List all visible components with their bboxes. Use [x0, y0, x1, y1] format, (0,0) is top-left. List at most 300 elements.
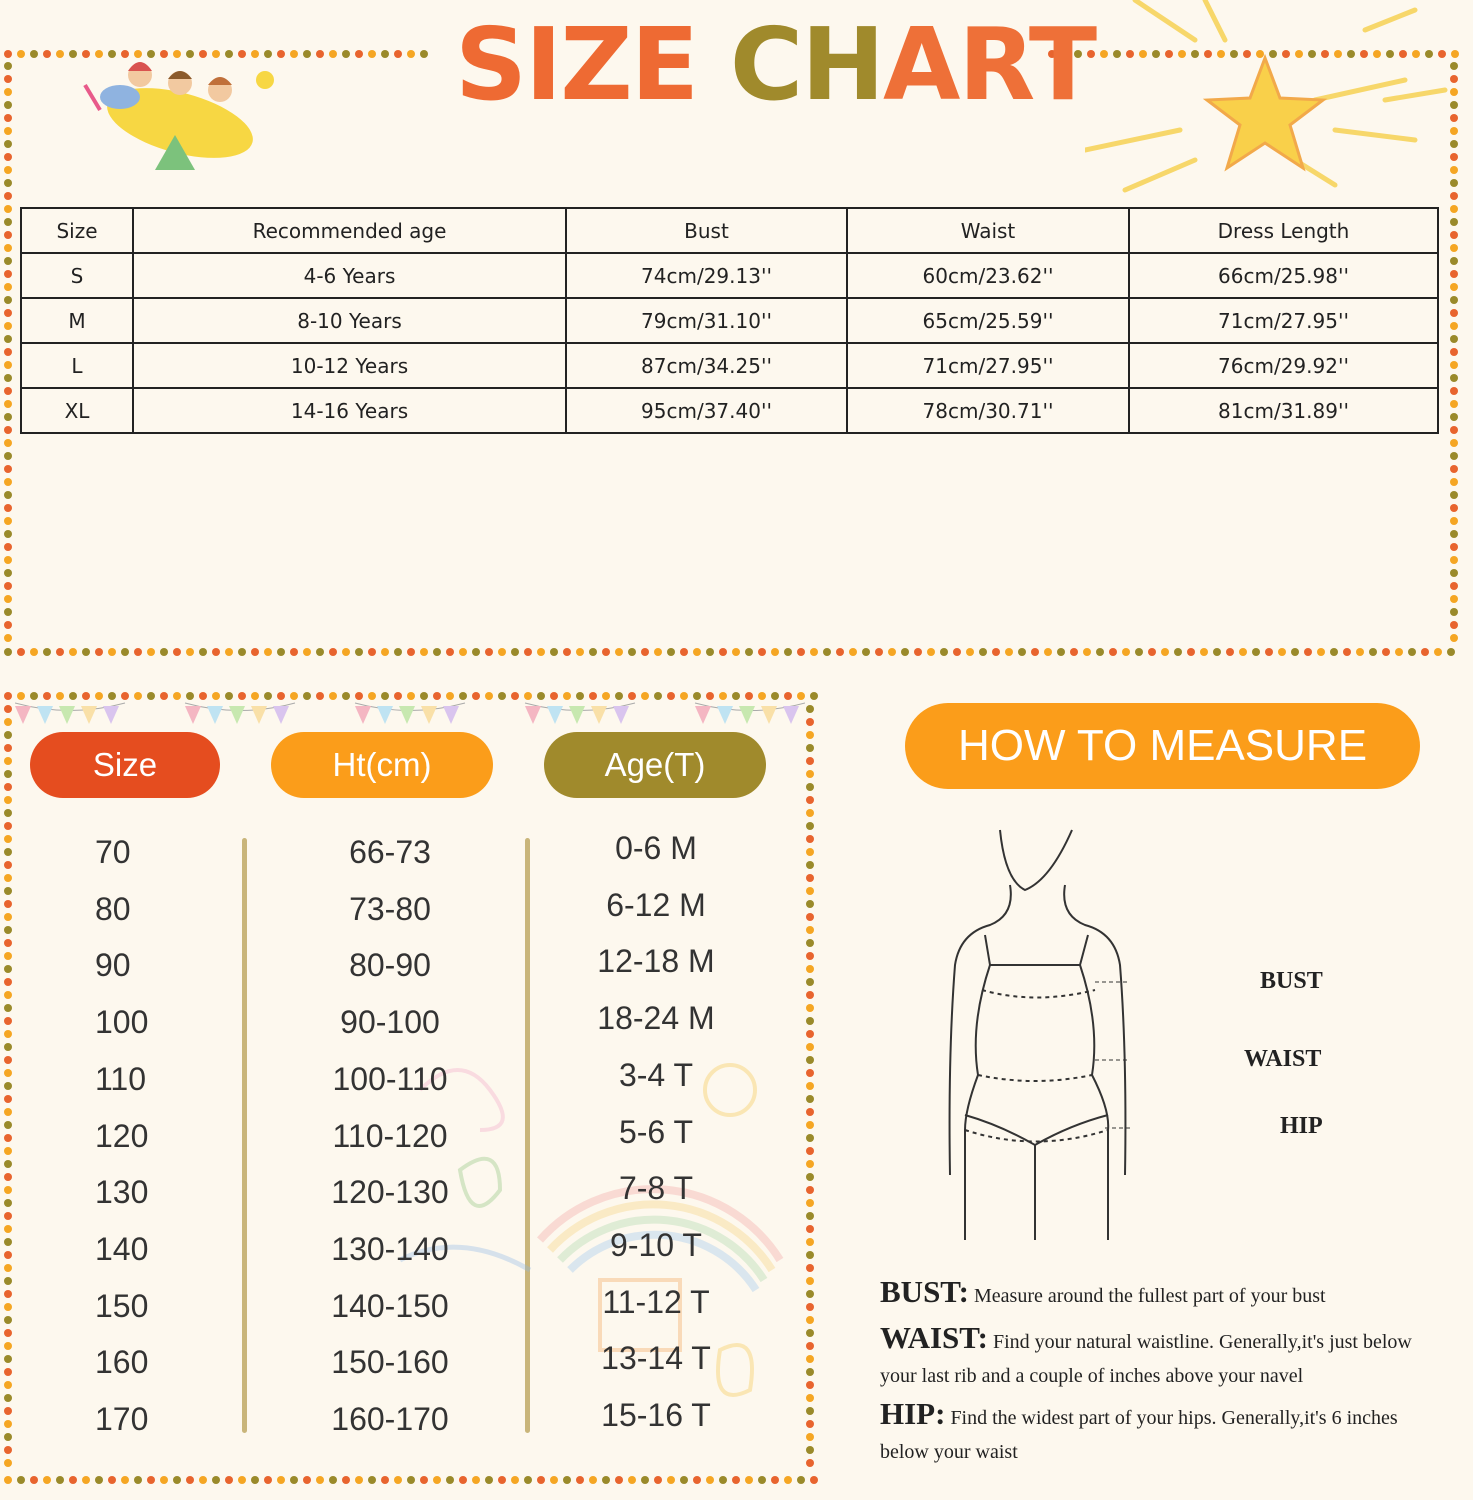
border-dot	[30, 692, 38, 700]
hip-label: HIP	[1280, 1113, 1323, 1139]
border-dot	[680, 1476, 688, 1484]
how-to-measure-heading: HOW TO MEASURE	[905, 703, 1420, 789]
border-dot	[1450, 270, 1458, 278]
border-dot	[806, 1108, 814, 1116]
border-dot	[95, 648, 103, 656]
border-dot	[719, 1476, 727, 1484]
bunting-flag	[547, 706, 563, 724]
border-dot	[4, 1134, 12, 1142]
border-dot	[914, 648, 922, 656]
height-value: 120-130	[331, 1174, 449, 1211]
border-dot	[303, 1476, 311, 1484]
border-dot	[1450, 621, 1458, 629]
border-dot	[4, 796, 12, 804]
border-dot	[4, 1199, 12, 1207]
border-dot	[4, 939, 12, 947]
border-dot	[806, 1056, 814, 1064]
border-dot	[806, 848, 814, 856]
border-dot	[806, 1251, 814, 1259]
table-row	[21, 343, 1438, 388]
border-dot	[17, 1476, 25, 1484]
border-dot	[806, 1082, 814, 1090]
border-dot	[806, 1238, 814, 1246]
border-dot	[4, 413, 12, 421]
border-dot	[147, 648, 155, 656]
border-dot	[316, 648, 324, 656]
border-dot	[806, 861, 814, 869]
border-dot	[806, 1355, 814, 1363]
border-dot	[4, 634, 12, 642]
border-dot	[30, 1476, 38, 1484]
border-dot	[4, 1147, 12, 1155]
border-dot	[212, 648, 220, 656]
border-dot	[199, 648, 207, 656]
border-dot	[43, 50, 51, 58]
bunting-flag	[37, 706, 53, 724]
border-dot	[667, 692, 675, 700]
border-dot	[1044, 648, 1052, 656]
size-value: 120	[95, 1117, 149, 1154]
border-dot	[1450, 465, 1458, 473]
border-dot	[806, 939, 814, 947]
border-dot	[4, 991, 12, 999]
border-dot	[4, 952, 12, 960]
border-dot	[1450, 361, 1458, 369]
age-value: 12-18 M	[597, 943, 715, 980]
border-dot	[368, 692, 376, 700]
border-dot	[1278, 648, 1286, 656]
border-dot	[4, 309, 12, 317]
border-dot	[806, 1186, 814, 1194]
border-dot	[17, 50, 25, 58]
border-dot	[1018, 648, 1026, 656]
bunting-flag	[761, 706, 777, 724]
border-dot	[1450, 218, 1458, 226]
border-dot	[316, 1476, 324, 1484]
bunting-flag	[59, 706, 75, 724]
size-value: 80	[95, 890, 131, 927]
cell-length: 76cm/29.92''	[1129, 343, 1438, 388]
bunting-flag	[695, 706, 711, 724]
border-dot	[1343, 648, 1351, 656]
age-value: 3-4 T	[618, 1056, 694, 1093]
border-dot	[173, 648, 181, 656]
bunting-flag	[103, 706, 119, 724]
border-dot	[225, 1476, 233, 1484]
age-value: 11-12 T	[602, 1283, 710, 1320]
size-value: 140	[95, 1230, 149, 1267]
border-dot	[806, 1459, 814, 1467]
border-dot	[316, 50, 324, 58]
border-dot	[186, 648, 194, 656]
border-dot	[628, 692, 636, 700]
cell-size: S	[21, 253, 133, 298]
border-dot	[4, 809, 12, 817]
border-dot	[4, 913, 12, 921]
border-dot	[4, 62, 12, 70]
cell-size: L	[21, 343, 133, 388]
border-dot	[806, 913, 814, 921]
border-dot	[134, 692, 142, 700]
height-value: 130-140	[331, 1230, 449, 1267]
border-dot	[56, 1476, 64, 1484]
border-dot	[355, 692, 363, 700]
cell-length: 71cm/27.95''	[1129, 298, 1438, 343]
border-dot	[806, 1017, 814, 1025]
border-dot	[485, 1476, 493, 1484]
border-dot	[806, 1433, 814, 1441]
bunting-flag	[443, 706, 459, 724]
border-dot	[160, 1476, 168, 1484]
border-dot	[758, 692, 766, 700]
border-dot	[4, 621, 12, 629]
border-dot	[4, 608, 12, 616]
bunting-flag	[783, 706, 799, 724]
bunting-flag	[229, 706, 245, 724]
border-dot	[1057, 648, 1065, 656]
border-dot	[238, 648, 246, 656]
border-dot	[459, 648, 467, 656]
border-dot	[806, 1329, 814, 1337]
height-pill: Ht(cm)	[271, 732, 493, 798]
border-dot	[4, 1277, 12, 1285]
border-dot	[806, 900, 814, 908]
border-dot	[1304, 648, 1312, 656]
border-dot	[381, 50, 389, 58]
border-dot	[901, 648, 909, 656]
bunting-flag	[81, 706, 97, 724]
age-value: 18-24 M	[597, 1000, 715, 1037]
bunting-flag	[251, 706, 267, 724]
border-dot	[1395, 648, 1403, 656]
border-dot	[1421, 648, 1429, 656]
border-dot	[4, 387, 12, 395]
border-dot	[368, 1476, 376, 1484]
border-dot	[4, 1329, 12, 1337]
border-dot	[4, 1017, 12, 1025]
size-value: 70	[95, 834, 131, 870]
height-value: 80-90	[349, 947, 431, 984]
border-dot	[771, 648, 779, 656]
border-dot	[4, 1476, 12, 1484]
border-dot	[537, 1476, 545, 1484]
cell-bust: 95cm/37.40''	[566, 388, 847, 433]
border-dot	[806, 783, 814, 791]
size-value: 90	[95, 947, 131, 984]
border-dot	[806, 1394, 814, 1402]
border-dot	[30, 648, 38, 656]
border-dot	[407, 50, 415, 58]
border-dot	[836, 648, 844, 656]
border-dot	[1450, 413, 1458, 421]
border-dot	[1252, 648, 1260, 656]
border-dot	[420, 648, 428, 656]
bunting-icon	[15, 700, 805, 735]
border-dot	[1450, 309, 1458, 317]
border-dot	[368, 50, 376, 58]
cell-age: 4-6 Years	[133, 253, 566, 298]
header-waist: Waist	[847, 208, 1129, 253]
border-dot	[732, 648, 740, 656]
border-dot	[589, 692, 597, 700]
bunting-flag	[377, 706, 393, 724]
border-dot	[806, 770, 814, 778]
border-dot	[806, 1004, 814, 1012]
age-value: 9-10 T	[610, 1226, 702, 1263]
size-value: 170	[95, 1401, 149, 1437]
border-dot	[732, 1476, 740, 1484]
border-dot	[472, 692, 480, 700]
border-dot	[4, 283, 12, 291]
border-dot	[1450, 387, 1458, 395]
bunting-flag	[739, 706, 755, 724]
bust-label: BUST	[1260, 968, 1323, 994]
border-dot	[806, 1407, 814, 1415]
border-dot	[4, 783, 12, 791]
border-dot	[511, 1476, 519, 1484]
border-dot	[82, 1476, 90, 1484]
border-dot	[43, 692, 51, 700]
border-dot	[806, 1069, 814, 1077]
size-value: 100	[95, 1004, 149, 1041]
border-dot	[745, 648, 753, 656]
border-dot	[329, 648, 337, 656]
border-dot	[4, 1342, 12, 1350]
border-dot	[806, 1173, 814, 1181]
border-dot	[4, 517, 12, 525]
height-value: 90-100	[340, 1004, 440, 1041]
border-dot	[4, 491, 12, 499]
border-dot	[95, 1476, 103, 1484]
border-dot	[1291, 648, 1299, 656]
border-dot	[1161, 648, 1169, 656]
border-dot	[784, 1476, 792, 1484]
border-dot	[806, 1290, 814, 1298]
waist-term: WAIST:	[880, 1320, 988, 1355]
border-dot	[485, 648, 493, 656]
border-dot	[4, 114, 12, 122]
border-dot	[849, 648, 857, 656]
title-word-3: ART	[882, 6, 1096, 123]
border-dot	[576, 692, 584, 700]
border-dot	[1450, 543, 1458, 551]
border-dot	[806, 965, 814, 973]
border-dot	[30, 50, 38, 58]
bunting-flag	[355, 706, 371, 724]
border-dot	[4, 1394, 12, 1402]
age-value: 5-6 T	[618, 1113, 694, 1150]
border-dot	[654, 648, 662, 656]
border-dot	[17, 648, 25, 656]
age-value: 7-8 T	[618, 1170, 694, 1207]
border-dot	[806, 1316, 814, 1324]
border-dot	[537, 648, 545, 656]
border-dot	[806, 952, 814, 960]
border-dot	[4, 1251, 12, 1259]
border-dot	[303, 648, 311, 656]
border-dot	[134, 1476, 142, 1484]
border-dot	[394, 1476, 402, 1484]
border-dot	[407, 1476, 415, 1484]
border-dot	[667, 1476, 675, 1484]
border-dot	[1447, 648, 1455, 656]
border-dot	[4, 648, 12, 656]
border-dot	[82, 648, 90, 656]
cell-age: 14-16 Years	[133, 388, 566, 433]
border-dot	[953, 648, 961, 656]
border-dot	[4, 426, 12, 434]
border-dot	[186, 692, 194, 700]
border-dot	[329, 692, 337, 700]
border-dot	[806, 744, 814, 752]
border-dot	[290, 50, 298, 58]
height-value: 73-80	[349, 890, 431, 927]
size-table	[20, 207, 1439, 434]
border-dot	[1450, 452, 1458, 460]
border-dot	[4, 835, 12, 843]
height-value: 150-160	[331, 1344, 449, 1381]
cell-waist: 65cm/25.59''	[847, 298, 1129, 343]
border-dot	[4, 1186, 12, 1194]
border-dot	[4, 705, 12, 713]
border-dot	[550, 648, 558, 656]
border-dot	[381, 648, 389, 656]
border-dot	[1450, 348, 1458, 356]
border-dot	[4, 50, 12, 58]
border-dot	[806, 1043, 814, 1051]
border-dot	[290, 692, 298, 700]
border-dot	[1200, 648, 1208, 656]
border-dot	[4, 1160, 12, 1168]
kids-airplane-icon	[80, 45, 280, 175]
border-dot	[1450, 426, 1458, 434]
border-dot	[550, 1476, 558, 1484]
border-dot	[459, 692, 467, 700]
border-dot	[806, 1134, 814, 1142]
hip-note	[880, 1397, 1450, 1469]
border-dot	[806, 1277, 814, 1285]
border-dot	[420, 692, 428, 700]
border-dot	[17, 692, 25, 700]
measure-notes	[880, 1275, 1450, 1469]
bust-note	[880, 1275, 1450, 1313]
border-dot	[355, 1476, 363, 1484]
border-dot	[1450, 335, 1458, 343]
border-dot	[4, 757, 12, 765]
height-value: 110-120	[332, 1117, 448, 1154]
border-dot	[771, 692, 779, 700]
border-dot	[806, 796, 814, 804]
border-dot	[615, 1476, 623, 1484]
bunting-flag	[185, 706, 201, 724]
border-dot	[806, 757, 814, 765]
border-dot	[238, 692, 246, 700]
border-dot	[4, 1368, 12, 1376]
cell-size: XL	[21, 388, 133, 433]
border-dot	[303, 692, 311, 700]
border-dot	[1031, 648, 1039, 656]
border-dot	[1122, 648, 1130, 656]
border-dot	[4, 218, 12, 226]
border-dot	[4, 1095, 12, 1103]
border-dot	[446, 692, 454, 700]
border-dot	[806, 1368, 814, 1376]
border-dot	[1450, 283, 1458, 291]
age-value: 13-14 T	[601, 1340, 711, 1377]
border-dot	[806, 1121, 814, 1129]
border-dot	[1450, 556, 1458, 564]
border-dot	[810, 648, 818, 656]
border-dot	[806, 1199, 814, 1207]
border-dot	[121, 692, 129, 700]
border-dot	[1434, 648, 1442, 656]
border-dot	[732, 692, 740, 700]
column-divider	[242, 838, 247, 1433]
border-dot	[316, 692, 324, 700]
border-dot	[4, 1043, 12, 1051]
age-value: 0-6 M	[615, 830, 697, 866]
border-dot	[251, 1476, 259, 1484]
border-dot	[4, 744, 12, 752]
border-dot	[693, 1476, 701, 1484]
size-pill: Size	[30, 732, 220, 798]
border-dot	[1083, 648, 1091, 656]
border-dot	[4, 1121, 12, 1129]
border-dot	[1450, 569, 1458, 577]
border-dot	[277, 1476, 285, 1484]
border-dot	[433, 692, 441, 700]
border-dot	[446, 1476, 454, 1484]
border-dot	[186, 1476, 194, 1484]
border-dot	[4, 153, 12, 161]
border-dot	[1187, 648, 1195, 656]
border-dot	[4, 874, 12, 882]
border-dot	[680, 692, 688, 700]
border-dot	[4, 374, 12, 382]
border-dot	[1450, 257, 1458, 265]
border-dot	[4, 478, 12, 486]
border-dot	[806, 809, 814, 817]
border-dot	[199, 1476, 207, 1484]
page-title	[455, 6, 1096, 123]
border-dot	[329, 1476, 337, 1484]
border-dot	[1174, 648, 1182, 656]
border-dot	[806, 1225, 814, 1233]
border-dot	[342, 692, 350, 700]
border-dot	[1213, 648, 1221, 656]
bust-text: Measure around the fullest part of your bust	[969, 1285, 1326, 1307]
header-bust: Bust	[566, 208, 847, 253]
border-dot	[806, 835, 814, 843]
border-dot	[875, 648, 883, 656]
border-dot	[810, 1476, 818, 1484]
border-dot	[1135, 648, 1143, 656]
border-dot	[706, 1476, 714, 1484]
waist-label: WAIST	[1244, 1046, 1322, 1072]
border-dot	[1450, 478, 1458, 486]
border-dot	[602, 648, 610, 656]
border-dot	[4, 1225, 12, 1233]
border-dot	[806, 874, 814, 882]
border-dot	[121, 1476, 129, 1484]
border-dot	[251, 692, 259, 700]
border-dot	[806, 1264, 814, 1272]
border-dot	[563, 692, 571, 700]
border-dot	[472, 648, 480, 656]
border-dot	[4, 861, 12, 869]
border-dot	[4, 270, 12, 278]
border-dot	[1382, 648, 1390, 656]
